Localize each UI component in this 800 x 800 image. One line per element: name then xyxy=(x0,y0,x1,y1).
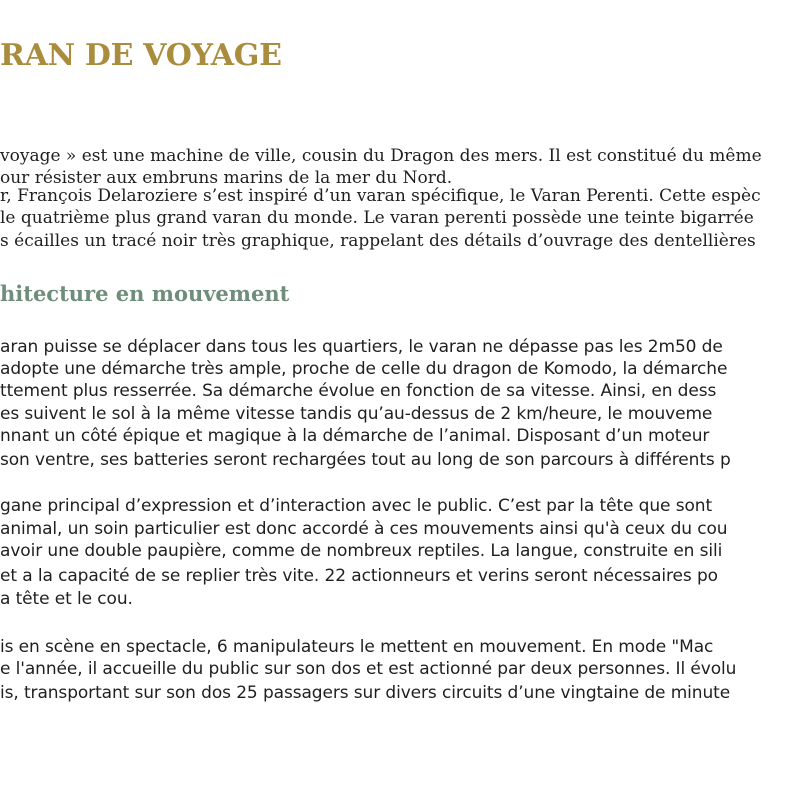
paragraph-line: nnant un côté épique et magique à la démarche de l’animal. Disposant d’un moteur xyxy=(0,426,710,446)
intro-line: our résister aux embruns marins de la mer du Nord. xyxy=(0,168,453,188)
paragraph-line: animal, un soin particulier est donc accordé à ces mouvements ainsi qu'à ceux du cou xyxy=(0,519,728,539)
paragraph-line: a tête et le cou. xyxy=(0,589,133,609)
paragraph-line: ttement plus resserrée. Sa démarche évolue en fonction de sa vitesse. Ainsi, en dess xyxy=(0,381,717,401)
paragraph-line: e l'année, il accueille du public sur son dos et est actionné par deux personnes. Il évolu xyxy=(0,659,737,679)
intro-line: le quatrième plus grand varan du monde. Le varan perenti possède une teinte bigarrée xyxy=(0,208,754,228)
paragraph-line: gane principal d’expression et d’interaction avec le public. C’est par la tête que sont xyxy=(0,496,713,516)
paragraph-line: adopte une démarche très ample, proche de celle du dragon de Komodo, la démarche xyxy=(0,359,728,379)
intro-line: voyage » est une machine de ville, cousin du Dragon des mers. Il est constitué du même xyxy=(0,146,762,166)
paragraph-line: avoir une double paupière, comme de nombreux reptiles. La langue, construite en sili xyxy=(0,541,723,561)
paragraph-line: et a la capacité de se replier très vite. 22 actionneurs et verins seront nécessaires po xyxy=(0,566,718,586)
intro-line: s écailles un tracé noir très graphique, rappelant des détails d’ouvrage des dentellières xyxy=(0,231,756,251)
paragraph-line: es suivent le sol à la même vitesse tandis qu’au-dessus de 2 km/heure, le mouveme xyxy=(0,404,713,424)
paragraph-line: is, transportant sur son dos 25 passagers sur divers circuits d’une vingtaine de minute xyxy=(0,683,731,703)
paragraph-line: son ventre, ses batteries seront rechargées tout au long de son parcours à différents p xyxy=(0,450,731,470)
paragraph-line: is en scène en spectacle, 6 manipulateurs le mettent en mouvement. En mode "Mac xyxy=(0,637,714,657)
section-heading: hitecture en mouvement xyxy=(0,281,290,306)
paragraph-line: aran puisse se déplacer dans tous les quartiers, le varan ne dépasse pas les 2m50 de xyxy=(0,337,723,357)
page-title: RAN DE VOYAGE xyxy=(0,38,282,73)
intro-line: r, François Delaroziere s’est inspiré d’un varan spécifique, le Varan Perenti. Cette espèc xyxy=(0,186,761,206)
